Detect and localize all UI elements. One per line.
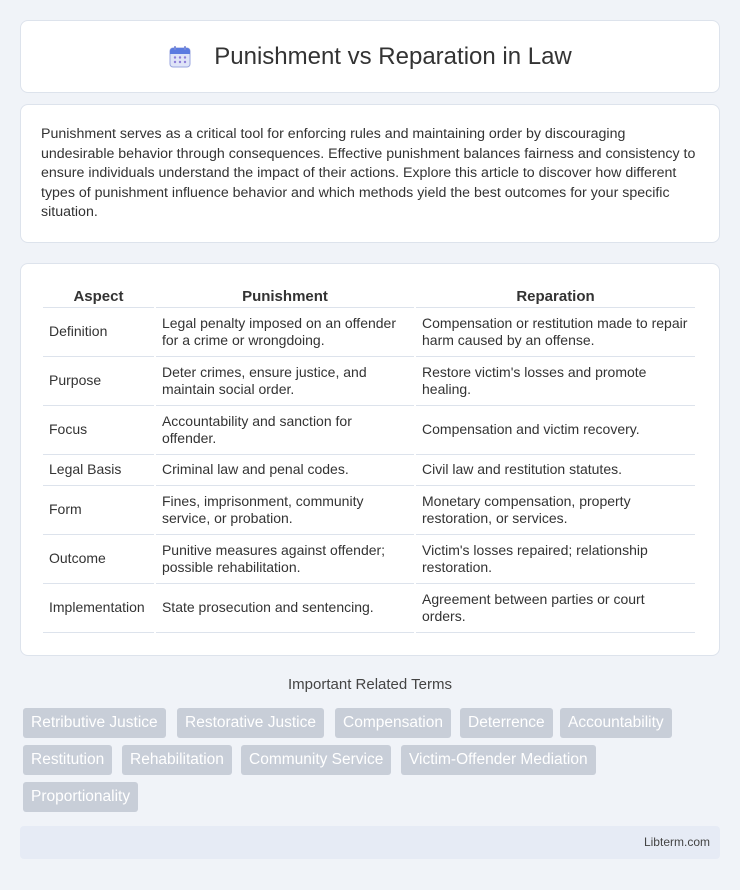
punishment-cell: Punitive measures against offender; possible rehabilitation. (156, 535, 414, 584)
punishment-cell: Criminal law and penal codes. (156, 455, 414, 486)
title-wrap (168, 43, 572, 71)
tag-retributive-justice[interactable]: Retributive Justice (23, 708, 166, 738)
table-row (43, 486, 695, 535)
aspect-cell: Definition (43, 308, 154, 357)
header-aspect: Aspect (43, 284, 154, 308)
reparation-cell: Restore victim's losses and promote healing. (416, 357, 695, 406)
reparation-cell: Civil law and restitution statutes. (416, 455, 695, 486)
tag-accountability[interactable]: Accountability (560, 708, 672, 738)
page-title: Punishment vs Reparation in Law (214, 42, 572, 70)
table-header-row (43, 284, 695, 308)
reparation-cell: Monetary compensation, property restoration, or services. (416, 486, 695, 535)
header-reparation: Reparation (416, 284, 695, 308)
punishment-cell: Legal penalty imposed on an offender for a crime or wrongdoing. (156, 308, 414, 357)
punishment-cell: Deter crimes, ensure justice, and maintain social order. (156, 357, 414, 406)
table-row (43, 308, 695, 357)
aspect-cell: Outcome (43, 535, 154, 584)
table-row (43, 535, 695, 584)
tag-victim-offender-mediation[interactable]: Victim-Offender Mediation (401, 745, 596, 775)
reparation-cell: Agreement between parties or court orders. (416, 584, 695, 633)
footer (20, 826, 720, 859)
punishment-cell: Fines, imprisonment, community service, or probation. (156, 486, 414, 535)
table-row (43, 357, 695, 406)
aspect-cell: Implementation (43, 584, 154, 633)
reparation-cell: Victim's losses repaired; relationship restoration. (416, 535, 695, 584)
intro-paragraph: Punishment serves as a critical tool for enforcing rules and maintaining order by discouraging undesirable behavior through consequences. Effective punishment balances fairness and consistency to ensure individuals understand the impact of their actions. Explore this article to discover how different types of punishment influence behavior and which methods yield the best outcomes for your specific situation. (41, 126, 696, 221)
table-row (43, 406, 695, 455)
tag-proportionality[interactable]: Proportionality (23, 782, 138, 812)
comparison-table-card (20, 263, 720, 656)
reparation-cell: Compensation and victim recovery. (416, 406, 695, 455)
table-row (43, 584, 695, 633)
tag-restitution[interactable]: Restitution (23, 745, 112, 775)
tag-restorative-justice[interactable]: Restorative Justice (177, 708, 324, 738)
related-terms-title: Important Related Terms (288, 676, 452, 693)
aspect-cell: Purpose (43, 357, 154, 406)
aspect-cell: Focus (43, 406, 154, 455)
intro-card (20, 104, 720, 243)
tag-deterrence[interactable]: Deterrence (460, 708, 553, 738)
comparison-table (41, 284, 697, 633)
tag-rehabilitation[interactable]: Rehabilitation (122, 745, 232, 775)
calendar-icon (168, 45, 192, 69)
reparation-cell: Compensation or restitution made to repair harm caused by an offense. (416, 308, 695, 357)
punishment-cell: Accountability and sanction for offender. (156, 406, 414, 455)
tag-community-service[interactable]: Community Service (241, 745, 391, 775)
tag-compensation[interactable]: Compensation (335, 708, 451, 738)
header-punishment: Punishment (156, 284, 414, 308)
aspect-cell: Legal Basis (43, 455, 154, 486)
header-card (20, 20, 720, 93)
aspect-cell: Form (43, 486, 154, 535)
punishment-cell: State prosecution and sentencing. (156, 584, 414, 633)
table-row (43, 455, 695, 486)
footer-site-link[interactable]: Libterm.com (643, 835, 710, 849)
